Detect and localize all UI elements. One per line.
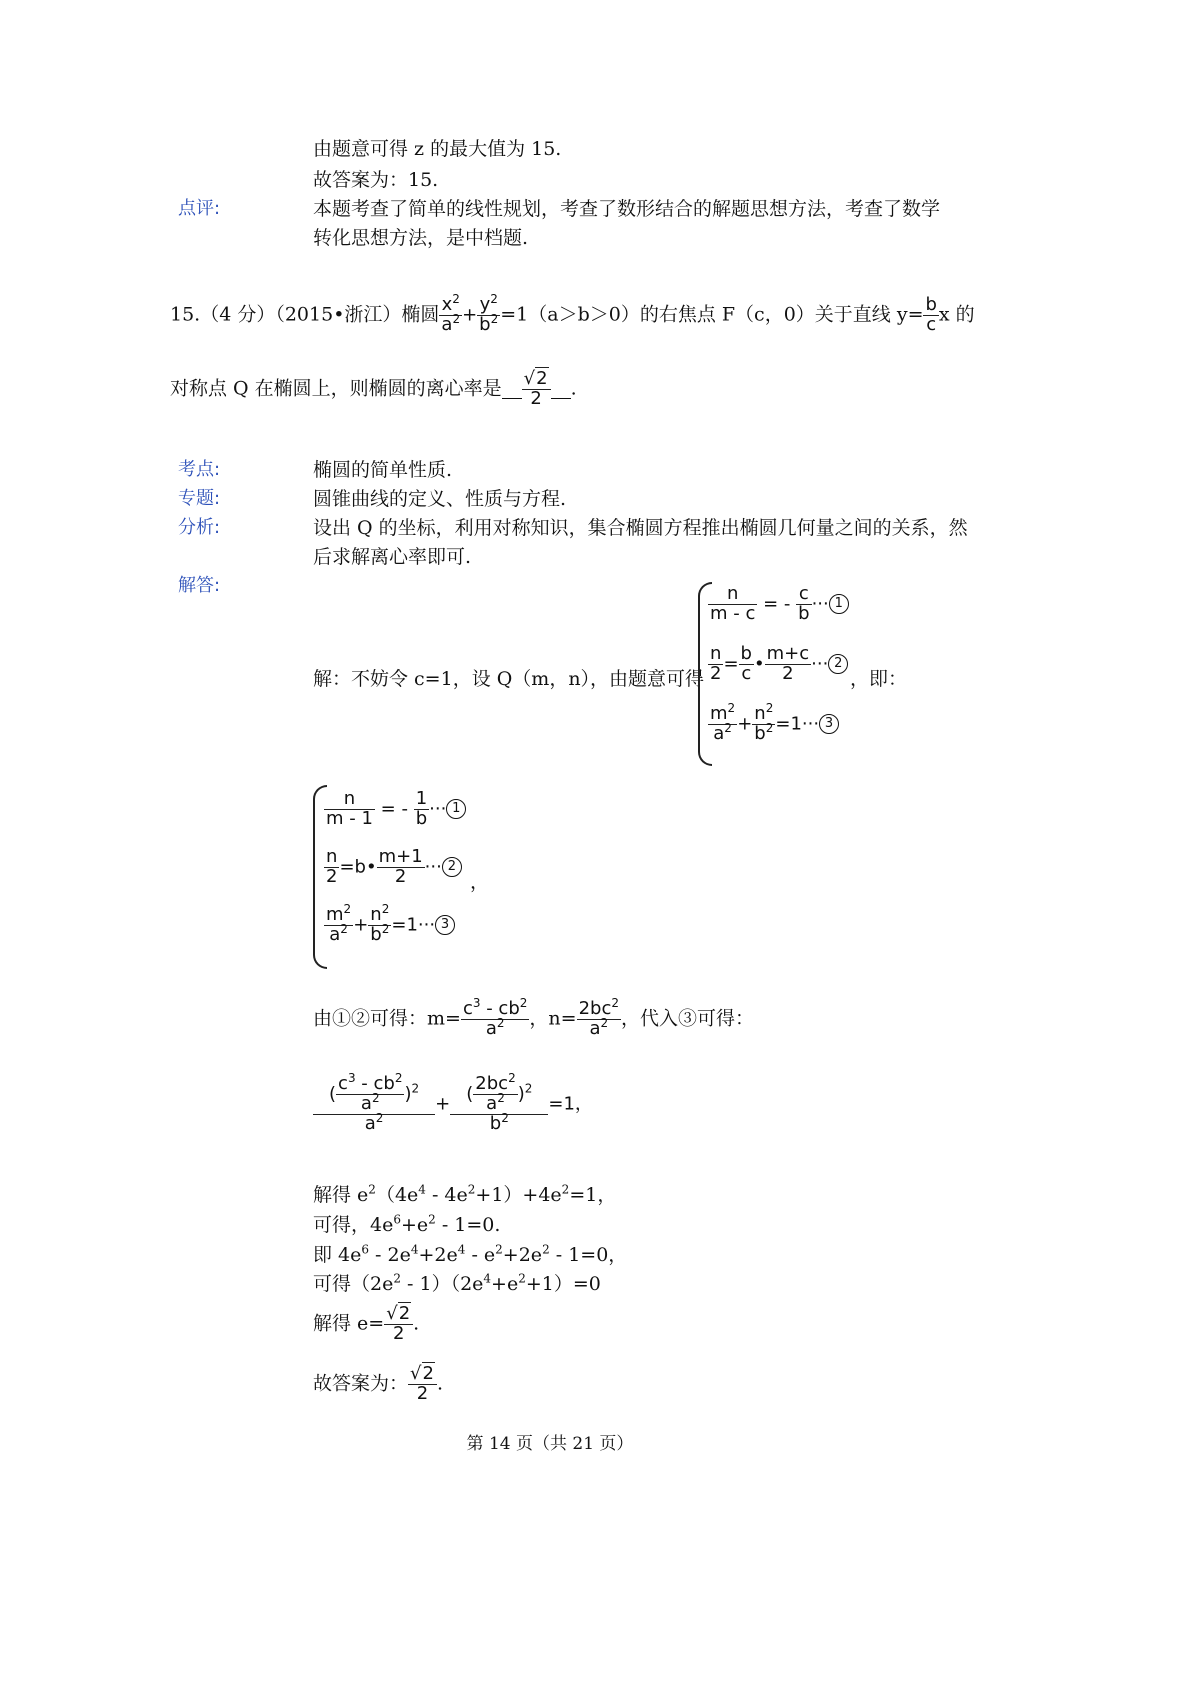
formula: $\frac{y^2}{b^2}$ xyxy=(479,292,499,335)
system-eq-1: $\frac{n}{m - c}$ = - $\frac{c}{b}$ ··· 1 xyxy=(708,585,849,624)
solution-intro: 解：不妨令 c=1，设 Q（m，n），由题意可得 xyxy=(313,668,705,690)
text-line: 故答案为：15. xyxy=(313,169,439,191)
review-text: 本题考查了简单的线性规划，考查了数形结合的解题思想方法，考查了数学 xyxy=(313,198,941,220)
problem-statement-line2: 对称点 Q 在椭圆上，则椭圆的离心率是 $\frac{√2}{2}$ . xyxy=(170,368,577,409)
fenxi-label: 分析: xyxy=(178,517,221,538)
system2-eq-1: $\frac{n}{m - 1}$ = - $\frac{1}{b}$ ··· 1 xyxy=(324,790,466,829)
problem-prefix: 15.（4 分）（2015•浙江）椭圆 xyxy=(170,303,440,326)
answer-formula: $\frac{√2}{2}$ xyxy=(522,370,551,409)
fenxi-text: 后求解离心率即可. xyxy=(313,546,472,568)
step-line: 可得，$4e^6+e^2 - 1=0$. xyxy=(313,1212,501,1236)
substitution-equation: ( $\frac{c^3 - cb^2}{a^2}$ )$^2$ $a^2$ + ( $\frac{2bc^2}{a^2}$ )$^2$ $b^2$ =1， xyxy=(313,1075,593,1134)
formula: $\frac{b}{c}$ xyxy=(925,294,937,335)
problem-statement: 15.（4 分）（2015•浙江）椭圆 $\frac{x^2}{a^2}$ + $\frac{y^2}{b^2}$ =1（a＞b＞0）的右焦点 F（c，0）关于直线 y= $\frac{b}{c}$ x 的 xyxy=(170,292,975,335)
problem-text: =1（a＞b＞0）的右焦点 F（c，0）关于直线 y= xyxy=(500,303,924,326)
text-line: 由题意可得 z 的最大值为 15. xyxy=(313,138,562,160)
kaodian-label: 考点: xyxy=(178,459,221,480)
system-eq-2: $\frac{n}{2}$ = $\frac{b}{c}$ • $\frac{m+c}{2}$ ··· 2 xyxy=(708,645,848,684)
system-eq-3: $\frac{m^2}{a^2}$ + $\frac{n^2}{b^2}$ =1··· 3 xyxy=(708,705,839,744)
page-footer: 第 14 页（共 21 页） xyxy=(466,1434,634,1454)
step-line: 解得 $e^2(4e^4 - 4e^2+1)+4e^2=1$， xyxy=(313,1182,617,1206)
zhuanti-text: 圆锥曲线的定义、性质与方程. xyxy=(313,488,567,510)
step-line: 即 $4e^6 - 2e^4+2e^4 - e^2+2e^2 - 1=0$， xyxy=(313,1242,628,1266)
step-line: 解得 e= $\frac{√2}{2}$ . xyxy=(313,1303,420,1344)
review-text: 转化思想方法，是中档题. xyxy=(313,227,529,249)
m-n-derivation: 由①②可得：m= $\frac{c^3 - cb^2}{a^2}$ ，n= $\frac{2bc^2}{a^2}$ ，代入③可得： xyxy=(313,996,754,1039)
system2-eq-2: $\frac{n}{2}$ =b• $\frac{m+1}{2}$ ··· 2 xyxy=(324,848,462,887)
system2-eq-3: $\frac{m^2}{a^2}$ + $\frac{n^2}{b^2}$ =1··· 3 xyxy=(324,906,455,945)
problem-text: 对称点 Q 在椭圆上，则椭圆的离心率是 xyxy=(170,377,502,400)
step-line: 可得$(2e^2 - 1)(2e^4+e^2+1)=0$ xyxy=(313,1271,601,1295)
answer-blank xyxy=(502,379,522,399)
review-label: 点评: xyxy=(178,198,221,219)
ji-text: ，即： xyxy=(850,668,908,690)
formula: $\frac{x^2}{a^2}$ xyxy=(441,292,461,335)
zhuanti-label: 专题: xyxy=(178,488,221,509)
kaodian-text: 椭圆的简单性质. xyxy=(313,459,453,481)
final-answer: 故答案为： $\frac{√2}{2}$ . xyxy=(313,1363,443,1404)
answer-blank xyxy=(551,379,571,399)
jieda-label: 解答: xyxy=(178,575,221,596)
comma: ， xyxy=(470,871,490,893)
problem-text: x 的 xyxy=(938,303,975,326)
fenxi-text: 设出 Q 的坐标，利用对称知识，集合椭圆方程推出椭圆几何量之间的关系，然 xyxy=(313,517,968,539)
